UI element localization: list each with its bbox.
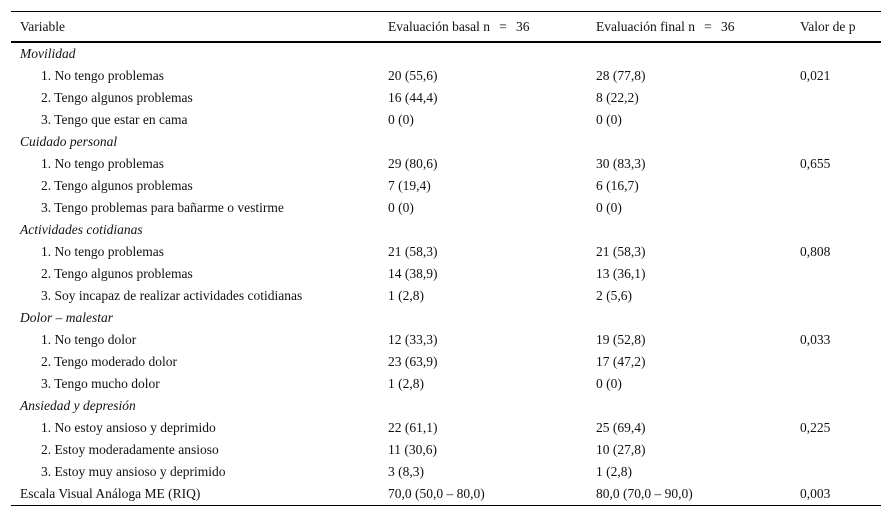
header-final-label: Evaluación final n xyxy=(596,18,695,34)
row-pvalue xyxy=(800,351,881,373)
row-pvalue xyxy=(800,263,881,285)
row-basal: 21 (58,3) xyxy=(388,244,438,259)
row-basal: 29 (80,6) xyxy=(388,156,438,171)
row-final: 19 (52,8) xyxy=(596,332,646,347)
row-final: 13 (36,1) xyxy=(596,266,646,281)
row-final: 80,0 (70,0 – 90,0) xyxy=(596,486,693,501)
row-basal: 12 (33,3) xyxy=(388,332,438,347)
row-label: 3. Estoy muy ansioso y deprimido xyxy=(41,464,226,479)
eq5d-results-table xyxy=(11,11,881,506)
section-title: Actividades cotidianas xyxy=(20,222,143,237)
section-row xyxy=(11,307,881,329)
row-label: 3. Tengo que estar en cama xyxy=(41,112,188,127)
row-basal: 23 (63,9) xyxy=(388,354,438,369)
table-row xyxy=(11,109,881,131)
section-row xyxy=(11,219,881,241)
header-pvalue: Valor de p xyxy=(800,18,856,34)
row-pvalue xyxy=(800,109,881,131)
row-final: 0 (0) xyxy=(596,200,622,215)
header-basal xyxy=(388,12,596,43)
row-pvalue: 0,021 xyxy=(800,68,831,83)
row-basal: 14 (38,9) xyxy=(388,266,438,281)
row-final: 10 (27,8) xyxy=(596,442,646,457)
section-row xyxy=(11,395,881,417)
row-final: 8 (22,2) xyxy=(596,90,639,105)
row-final: 21 (58,3) xyxy=(596,244,646,259)
row-label: 2. Tengo algunos problemas xyxy=(41,178,193,193)
table-row xyxy=(11,329,881,351)
row-label: 2. Estoy moderadamente ansioso xyxy=(41,442,219,457)
row-label: 2. Tengo algunos problemas xyxy=(41,90,193,105)
row-pvalue xyxy=(800,87,881,109)
header-final-n: 36 xyxy=(720,18,735,34)
row-label: 1. No tengo problemas xyxy=(41,68,164,83)
row-label: 3. Tengo problemas para bañarme o vestirme xyxy=(41,200,284,215)
row-basal: 1 (2,8) xyxy=(388,288,424,303)
table-row xyxy=(11,153,881,175)
row-final: 17 (47,2) xyxy=(596,354,646,369)
row-pvalue: 0,808 xyxy=(800,244,831,259)
table-row-vas xyxy=(11,483,881,506)
table-row xyxy=(11,65,881,87)
table-header-row xyxy=(11,12,881,43)
table-row xyxy=(11,439,881,461)
row-basal: 0 (0) xyxy=(388,200,414,215)
row-pvalue: 0,033 xyxy=(800,332,831,347)
row-pvalue xyxy=(800,373,881,395)
section-title: Ansiedad y depresión xyxy=(20,398,136,413)
row-label: Escala Visual Análoga ME (RIQ) xyxy=(20,486,201,501)
row-pvalue: 0,655 xyxy=(800,156,831,171)
row-final: 25 (69,4) xyxy=(596,420,646,435)
row-pvalue: 0,003 xyxy=(800,486,831,501)
table-row xyxy=(11,87,881,109)
row-final: 6 (16,7) xyxy=(596,178,639,193)
row-pvalue xyxy=(800,285,881,307)
row-pvalue xyxy=(800,197,881,219)
row-basal: 20 (55,6) xyxy=(388,68,438,83)
row-pvalue xyxy=(800,175,881,197)
row-final: 0 (0) xyxy=(596,376,622,391)
row-basal: 0 (0) xyxy=(388,112,414,127)
row-final: 30 (83,3) xyxy=(596,156,646,171)
table-row xyxy=(11,461,881,483)
row-final: 28 (77,8) xyxy=(596,68,646,83)
header-final-eq: = xyxy=(704,18,712,34)
header-basal-eq: = xyxy=(499,18,507,34)
table-row xyxy=(11,351,881,373)
row-basal: 70,0 (50,0 – 80,0) xyxy=(388,486,485,501)
header-basal-label: Evaluación basal n xyxy=(388,18,490,34)
header-final xyxy=(596,12,800,43)
header-variable: Variable xyxy=(20,18,65,34)
row-label: 3. Tengo mucho dolor xyxy=(41,376,160,391)
row-pvalue xyxy=(800,439,881,461)
results-table-container xyxy=(11,11,881,506)
row-label: 1. No tengo problemas xyxy=(41,156,164,171)
header-basal-n: 36 xyxy=(515,18,530,34)
row-label: 2. Tengo moderado dolor xyxy=(41,354,178,369)
section-row xyxy=(11,42,881,65)
table-row xyxy=(11,373,881,395)
row-final: 2 (5,6) xyxy=(596,288,632,303)
row-basal: 3 (8,3) xyxy=(388,464,424,479)
row-final: 0 (0) xyxy=(596,112,622,127)
row-basal: 1 (2,8) xyxy=(388,376,424,391)
section-title: Cuidado personal xyxy=(20,134,118,149)
row-final: 1 (2,8) xyxy=(596,464,632,479)
table-row xyxy=(11,241,881,263)
table-row xyxy=(11,197,881,219)
row-label: 1. No tengo dolor xyxy=(41,332,137,347)
table-row xyxy=(11,263,881,285)
row-label: 2. Tengo algunos problemas xyxy=(41,266,193,281)
row-basal: 22 (61,1) xyxy=(388,420,438,435)
row-pvalue xyxy=(800,461,881,483)
table-row xyxy=(11,175,881,197)
row-basal: 16 (44,4) xyxy=(388,90,438,105)
row-pvalue: 0,225 xyxy=(800,420,831,435)
table-body xyxy=(11,42,881,506)
section-title: Movilidad xyxy=(20,46,76,61)
section-row xyxy=(11,131,881,153)
row-label: 1. No tengo problemas xyxy=(41,244,164,259)
row-basal: 7 (19,4) xyxy=(388,178,431,193)
row-label: 3. Soy incapaz de realizar actividades cotidianas xyxy=(41,288,303,303)
table-row xyxy=(11,417,881,439)
row-basal: 11 (30,6) xyxy=(388,442,437,457)
section-title: Dolor – malestar xyxy=(20,310,114,325)
row-label: 1. No estoy ansioso y deprimido xyxy=(41,420,216,435)
table-row xyxy=(11,285,881,307)
